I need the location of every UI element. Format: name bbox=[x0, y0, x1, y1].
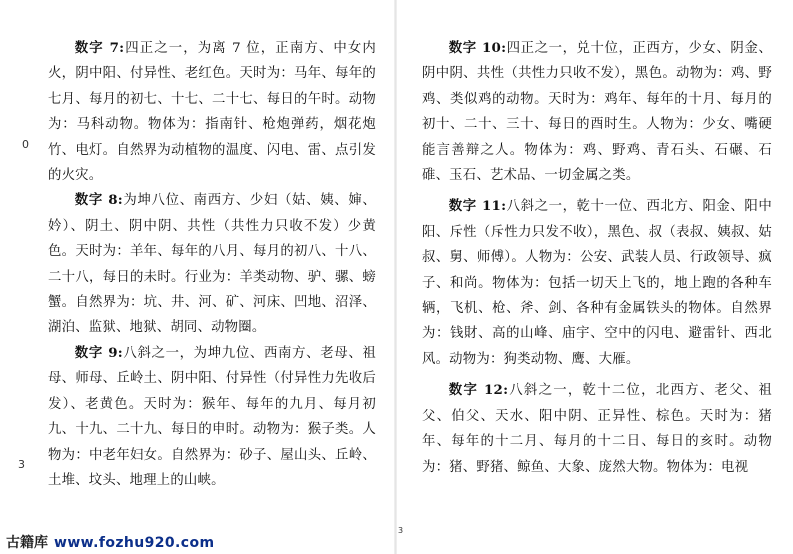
entry-text: 八斜之一，为坤九位、西南方、老母、祖母、师母、丘岭土、阴中阳、付异性（付异性力先收后发）、老黄色。天时为：猴年、每年的九月、每月初九、十九、二十九、每日的申时。动物为：猴子类。人物为：中老年妇女。自然界为：砂子、屋山头、丘岭、土堆、坟头、地理上的山峡。 bbox=[48, 345, 376, 488]
margin-mark-top: 0 bbox=[22, 138, 29, 151]
entry-label: 数字 8: bbox=[74, 192, 123, 209]
entry-text: 四正之一，为离 7 位，正南方、中女内火，阴中阳、付异性、老红色。天时为：马年、每年的七月、每月的初七、十七、二十七、每日的午时。动物为：马科动物。物体为：指南针、枪炮弹药，烟花炮竹、电灯。自然界为动植物的温度、闪电、雷、点引发的火灾。 bbox=[48, 41, 376, 184]
entry-text: 八斜之一，乾十二位，北西方、老父、祖父、伯父、天水、阳中阴、正异性、棕色。天时为：猪年、每年的十二月、每月的十二日、每日的亥时。动物为：猪、野猪、鲸鱼、大象、庞然大物。物体为：电视 bbox=[422, 383, 772, 475]
margin-mark-bottom: 3 bbox=[18, 458, 25, 471]
entry-number-12 bbox=[422, 378, 772, 480]
left-page bbox=[0, 0, 396, 554]
entry-number-11 bbox=[422, 194, 772, 372]
entry-number-7 bbox=[48, 36, 376, 188]
entry-label: 数字 10: bbox=[448, 40, 507, 56]
watermark-url: www.fozhu920.com bbox=[54, 535, 215, 551]
entry-text: 八斜之一，乾十一位、西北方、阳金、阳中阳、斥性（斥性力只发不收），黑色、叔（表叔、姨叔、姑叔、舅、师傅）。人物为：公安、武装人员、行政领导、疯子、和尚。物体为：包括一切天上飞的，地上跑的各种车辆，飞机、枪、斧、剑、各种有金属铁头的物体。自然界为：钱財、高的山峰、庙宇、空中的闪电、避雷针、西北风。动物为：狗类动物、鹰、大雁。 bbox=[422, 199, 772, 367]
right-text-column bbox=[422, 36, 772, 486]
entry-number-8 bbox=[48, 188, 376, 340]
site-watermark bbox=[0, 532, 220, 554]
right-page bbox=[396, 0, 793, 554]
entry-label: 数字 11: bbox=[448, 198, 507, 215]
entry-number-10 bbox=[422, 36, 772, 188]
entry-text: 为坤八位、南西方、少妇（姑、姨、婶、妗）、阴土、阴中阴、共性（共性力只收不发）少黄色。天时为：羊年、每年的八月、每月的初八、十八、二十八，每日的未时。行业为：羊类动物、驴、骡、螃蟹。自然界为：坑、井、河、矿、河床、凹地、沼泽、湖泊、监狱、地狱、胡同、动物圈。 bbox=[48, 193, 376, 336]
watermark-name: 古籍库 bbox=[6, 535, 48, 551]
entry-number-9 bbox=[48, 341, 376, 493]
entry-label: 数字 7: bbox=[74, 40, 125, 56]
entry-label: 数字 9: bbox=[74, 344, 123, 361]
entry-text: 四正之一，兑十位，正西方，少女、阴金、阴中阴、共性（共性力只收不发），黑色。动物为：鸡、野鸡、类似鸡的动物。天时为：鸡年、每年的十月、每月的初十、二十、三十、每日的酉时生。人物为：少女、嘴硬能言善辩之人。物体为：鸡、野鸡、青石头、石碾、石碓、玉石、艺术品、一切金属之类。 bbox=[422, 41, 772, 184]
page-number: 3 bbox=[398, 526, 404, 535]
left-text-column bbox=[48, 36, 376, 493]
entry-label: 数字 12: bbox=[448, 382, 509, 399]
